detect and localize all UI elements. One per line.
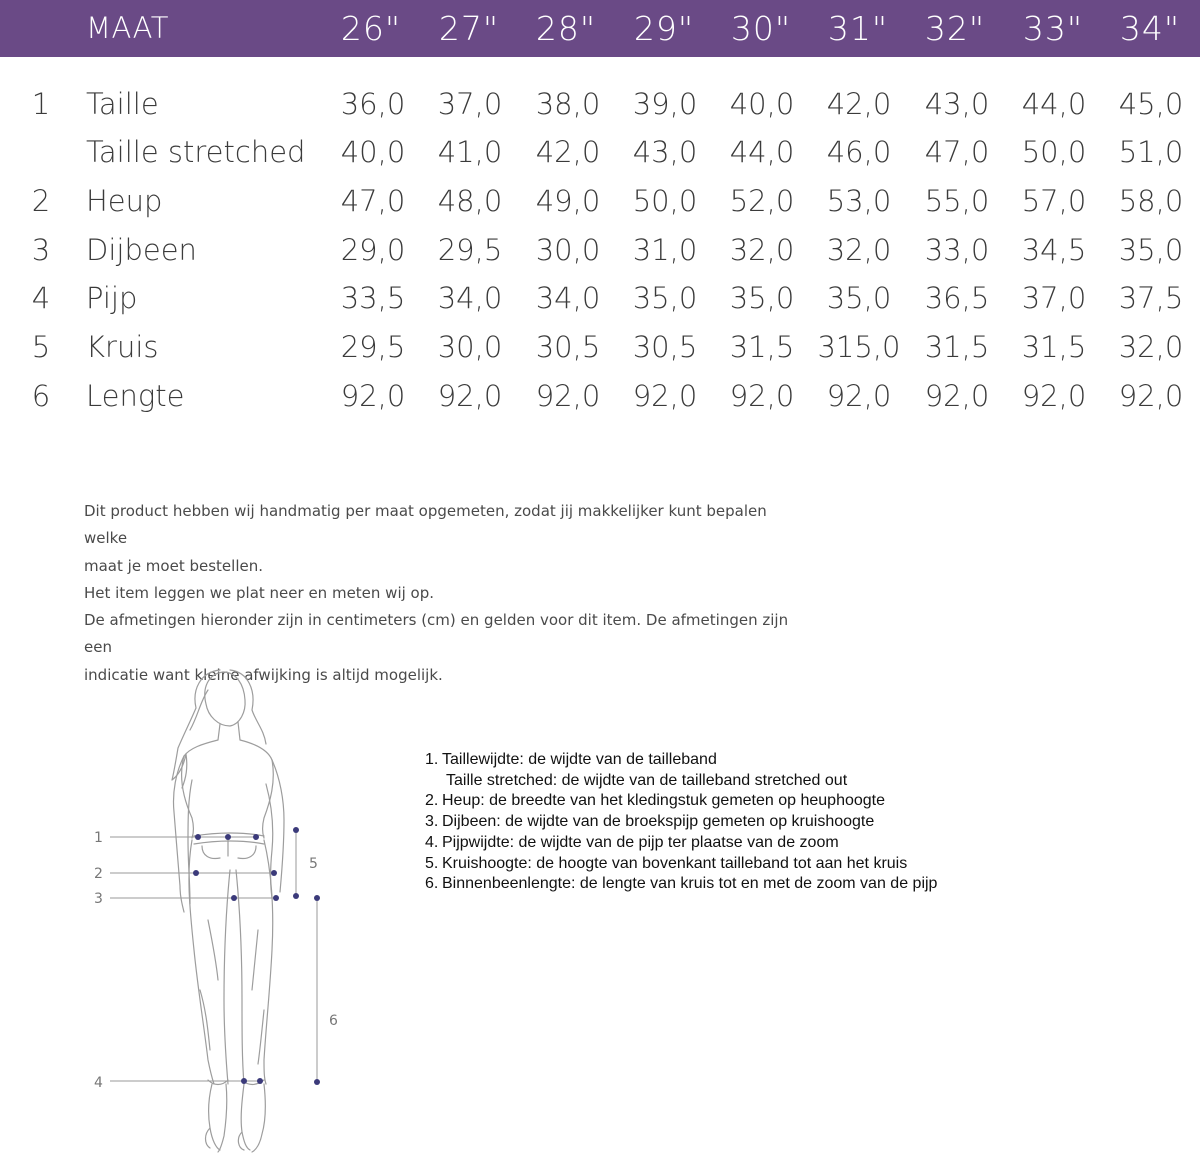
legend-number: 6. <box>425 875 439 893</box>
table-cell: 92,0 <box>1118 379 1184 413</box>
table-cell: 92,0 <box>632 379 698 413</box>
size-header-32: 32" <box>924 9 986 48</box>
row-label: Lengte <box>86 379 185 413</box>
description-line: De afmetingen hieronder zijn in centimeters (cm) en gelden voor dit item. De afmetingen zijn een <box>84 611 789 657</box>
size-header-30: 30" <box>730 9 792 48</box>
table-cell: 46,0 <box>826 135 892 169</box>
measure-dot <box>253 834 259 840</box>
description-line: Het item leggen we plat neer en meten wij op. <box>84 583 435 602</box>
table-cell: 44,0 <box>1021 87 1087 121</box>
legend-number: 2. <box>425 792 439 810</box>
table-cell: 47,0 <box>340 184 406 218</box>
size-header-31: 31" <box>827 9 889 48</box>
legend-item <box>425 812 1125 833</box>
table-row <box>0 226 1200 274</box>
table-cell: 30,5 <box>535 330 601 364</box>
table-cell: 31,5 <box>1021 330 1087 364</box>
table-cell: 34,5 <box>1021 233 1087 267</box>
row-label: Taille <box>86 87 159 121</box>
legend-item <box>425 874 1125 895</box>
table-cell: 92,0 <box>826 379 892 413</box>
legend-item <box>425 833 1125 854</box>
figure-label-1: 1 <box>94 830 103 846</box>
legend-text: Taille stretched: de wijdte van de tailleband stretched out <box>446 771 848 789</box>
table-cell: 45,0 <box>1118 87 1184 121</box>
table-cell: 29,5 <box>437 233 503 267</box>
table-cell: 37,0 <box>1021 281 1087 315</box>
size-header-28: 28" <box>535 9 597 48</box>
woman-jeans-illustration <box>80 660 380 1160</box>
row-number: 4 <box>31 281 51 315</box>
table-cell: 92,0 <box>437 379 503 413</box>
figure-label-4: 4 <box>94 1075 103 1091</box>
row-label: Heup <box>86 184 163 218</box>
description-line: indicatie want kleine afwijking is altijd mogelijk. <box>84 665 443 684</box>
measure-dot <box>293 827 299 833</box>
size-column-label: MAAT <box>86 11 169 45</box>
measure-dot <box>193 870 199 876</box>
table-cell: 34,0 <box>535 281 601 315</box>
table-cell: 31,5 <box>729 330 795 364</box>
table-cell: 92,0 <box>535 379 601 413</box>
table-cell: 48,0 <box>437 184 503 218</box>
table-cell: 44,0 <box>729 135 795 169</box>
figure-label-5: 5 <box>309 856 318 872</box>
table-row <box>0 128 1200 176</box>
table-row <box>0 274 1200 322</box>
table-cell: 37,0 <box>437 87 503 121</box>
table-cell: 31,0 <box>632 233 698 267</box>
table-cell: 92,0 <box>1021 379 1087 413</box>
table-row <box>0 372 1200 420</box>
row-label: Kruis <box>86 330 159 364</box>
measure-dot <box>257 1078 263 1084</box>
row-label: Dijbeen <box>86 233 197 267</box>
table-cell: 32,0 <box>729 233 795 267</box>
row-number: 6 <box>31 379 51 413</box>
legend-text: Dijbeen: de wijdte van de broekspijp gemeten op kruishoogte <box>442 813 875 831</box>
row-number: 1 <box>31 87 51 121</box>
table-cell: 43,0 <box>924 87 990 121</box>
table-cell: 35,0 <box>1118 233 1184 267</box>
legend-number: 3. <box>425 813 439 831</box>
table-cell: 29,5 <box>340 330 406 364</box>
table-row <box>0 177 1200 225</box>
row-number: 5 <box>31 330 51 364</box>
legend-text: Heup: de breedte van het kledingstuk gemeten op heuphoogte <box>442 792 885 810</box>
row-label: Pijp <box>86 281 138 315</box>
table-cell: 36,5 <box>924 281 990 315</box>
row-number: 3 <box>31 233 51 267</box>
legend-item <box>425 750 1125 771</box>
table-cell: 58,0 <box>1118 184 1184 218</box>
row-number: 2 <box>31 184 51 218</box>
table-cell: 55,0 <box>924 184 990 218</box>
measure-dot <box>195 834 201 840</box>
measure-dot <box>314 1079 320 1085</box>
table-cell: 38,0 <box>535 87 601 121</box>
table-cell: 30,0 <box>437 330 503 364</box>
measure-dot <box>241 1078 247 1084</box>
table-cell: 34,0 <box>437 281 503 315</box>
measure-dot <box>273 895 279 901</box>
table-cell: 32,0 <box>826 233 892 267</box>
size-header-29: 29" <box>633 9 695 48</box>
table-cell: 92,0 <box>924 379 990 413</box>
size-header-26: 26" <box>340 9 402 48</box>
table-cell: 40,0 <box>729 87 795 121</box>
table-cell: 35,0 <box>826 281 892 315</box>
table-cell: 92,0 <box>340 379 406 413</box>
table-cell: 53,0 <box>826 184 892 218</box>
legend-number: 1. <box>425 751 439 768</box>
row-label: Taille stretched <box>86 135 306 169</box>
measure-dot <box>231 895 237 901</box>
legend-text: Binnenbeenlengte: de lengte van kruis tot en met de zoom van de pijp <box>442 875 938 893</box>
table-cell: 47,0 <box>924 135 990 169</box>
table-cell: 42,0 <box>535 135 601 169</box>
table-cell: 57,0 <box>1021 184 1087 218</box>
size-header-33: 33" <box>1022 9 1084 48</box>
size-table-header <box>0 0 1200 57</box>
size-header-34: 34" <box>1119 9 1181 48</box>
table-cell: 35,0 <box>632 281 698 315</box>
table-cell: 52,0 <box>729 184 795 218</box>
measure-dot <box>293 893 299 899</box>
legend-text: Taillewijdte: de wijdte van de tailleband <box>442 751 717 768</box>
table-cell: 39,0 <box>632 87 698 121</box>
legend-item <box>425 791 1125 812</box>
description-line: maat je moet bestellen. <box>84 556 263 575</box>
measure-dot <box>314 895 320 901</box>
measure-dot <box>225 834 231 840</box>
table-cell: 41,0 <box>437 135 503 169</box>
table-cell: 42,0 <box>826 87 892 121</box>
description-line: Dit product hebben wij handmatig per maat opgemeten, zodat jij makkelijker kunt bepalen welke <box>84 502 767 548</box>
table-cell: 29,0 <box>340 233 406 267</box>
table-cell: 35,0 <box>729 281 795 315</box>
table-cell: 33,0 <box>924 233 990 267</box>
figure-label-3: 3 <box>94 891 103 907</box>
table-cell: 30,0 <box>535 233 601 267</box>
size-header-27: 27" <box>438 9 500 48</box>
legend-item <box>425 854 1125 875</box>
legend-text: Pijpwijdte: de wijdte van de pijp ter plaatse van de zoom <box>442 833 839 851</box>
legend-number: 4. <box>425 833 439 851</box>
table-cell: 50,0 <box>632 184 698 218</box>
table-cell: 315,0 <box>817 330 901 364</box>
measurement-figure <box>80 660 380 1160</box>
table-cell: 50,0 <box>1021 135 1087 169</box>
figure-label-6: 6 <box>329 1013 338 1029</box>
measurement-legend <box>425 750 1125 895</box>
table-cell: 43,0 <box>632 135 698 169</box>
table-row <box>0 80 1200 128</box>
table-cell: 40,0 <box>340 135 406 169</box>
table-cell: 36,0 <box>340 87 406 121</box>
legend-text: Kruishoogte: de hoogte van bovenkant tailleband tot aan het kruis <box>442 854 908 872</box>
table-cell: 30,5 <box>632 330 698 364</box>
table-cell: 92,0 <box>729 379 795 413</box>
table-cell: 32,0 <box>1118 330 1184 364</box>
legend-number: 5. <box>425 854 439 872</box>
legend-item <box>425 771 1125 792</box>
table-cell: 37,5 <box>1118 281 1184 315</box>
table-cell: 49,0 <box>535 184 601 218</box>
measure-dot <box>271 870 277 876</box>
figure-label-2: 2 <box>94 866 103 882</box>
table-cell: 31,5 <box>924 330 990 364</box>
table-cell: 33,5 <box>340 281 406 315</box>
table-row <box>0 323 1200 371</box>
table-cell: 51,0 <box>1118 135 1184 169</box>
